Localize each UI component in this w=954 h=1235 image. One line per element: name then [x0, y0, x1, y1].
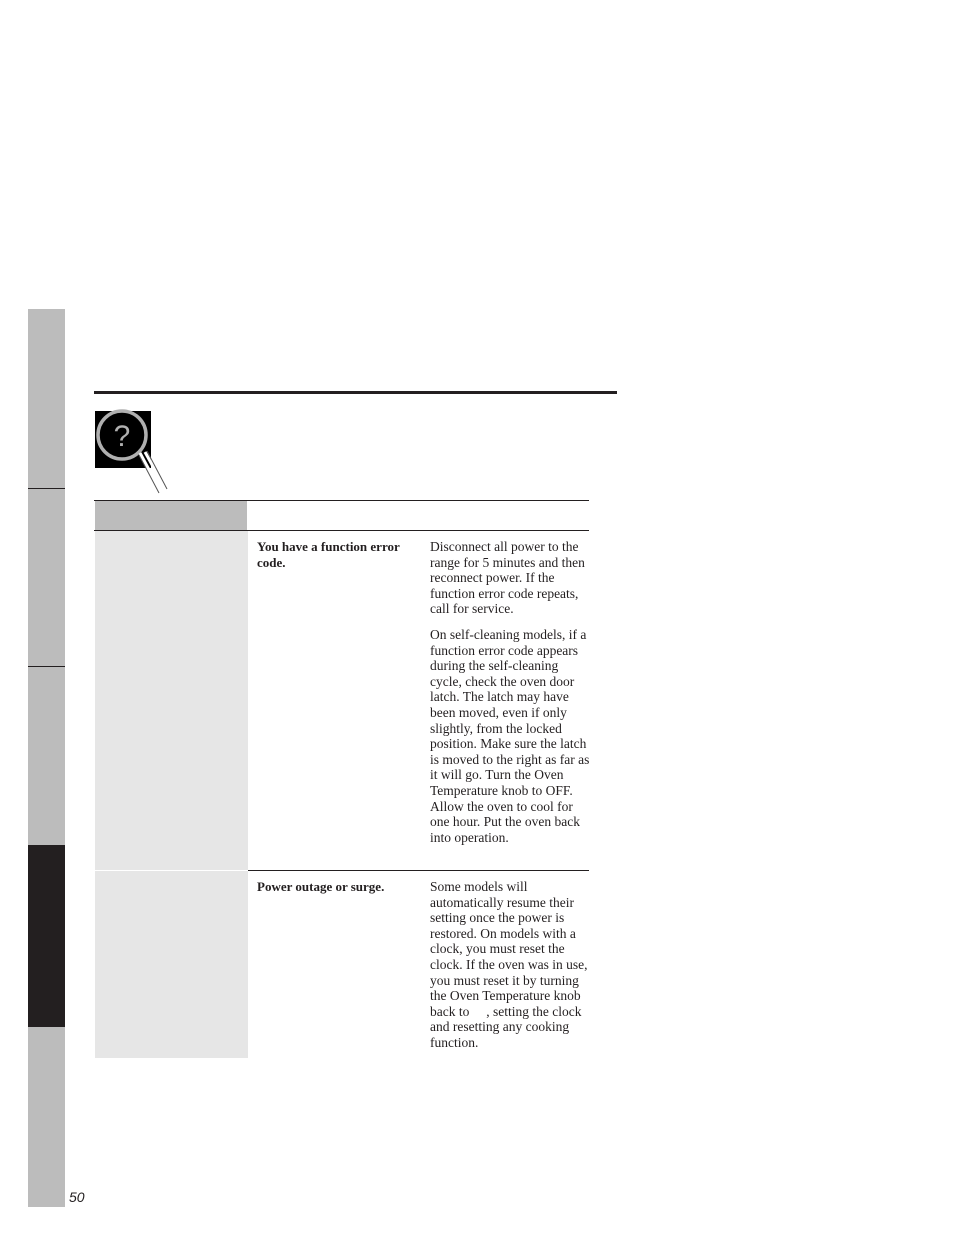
- svg-text:?: ?: [113, 420, 131, 453]
- row-separator: [248, 870, 589, 871]
- fix-paragraph: Some models will automatically resume their setting once the power is restored. On models with a clock, you must reset the clock. If the oven was in use, you must reset it by turning the Oven Temperature knob back to , setting the clock and resetting any cooking function.: [430, 879, 591, 1050]
- problem-cell: [95, 871, 248, 1058]
- magnifying-glass-question-icon: [95, 405, 175, 500]
- side-tab-active: [28, 845, 65, 1026]
- fix-paragraph: On self-cleaning models, if a function error code appears during the self-cleaning cycle, check the oven door latch. The latch may have been moved, even if only slightly, from the locked position. Make sure the latch is moved to the right as far as it will go. Turn the Oven Temperature knob to OFF. Allow the oven to cool for one hour. Put the oven back into operation.: [430, 626, 590, 845]
- section-top-rule: [94, 391, 617, 394]
- side-tab-1: [28, 309, 65, 488]
- side-tab-2: [28, 489, 65, 666]
- side-tab-3: [28, 667, 65, 845]
- page-number: 50: [69, 1189, 85, 1205]
- possible-cause: Power outage or surge.: [257, 879, 385, 894]
- what-to-do: [430, 539, 592, 855]
- what-to-do: [430, 879, 592, 1061]
- side-tab-5: [28, 1027, 65, 1207]
- problem-column-header: [95, 501, 247, 530]
- problem-cell: [95, 531, 248, 870]
- fix-paragraph: Disconnect all power to the range for 5 minutes and then reconnect power. If the function error code repeats, call for service.: [430, 539, 585, 617]
- possible-cause: You have a function error code.: [257, 539, 400, 570]
